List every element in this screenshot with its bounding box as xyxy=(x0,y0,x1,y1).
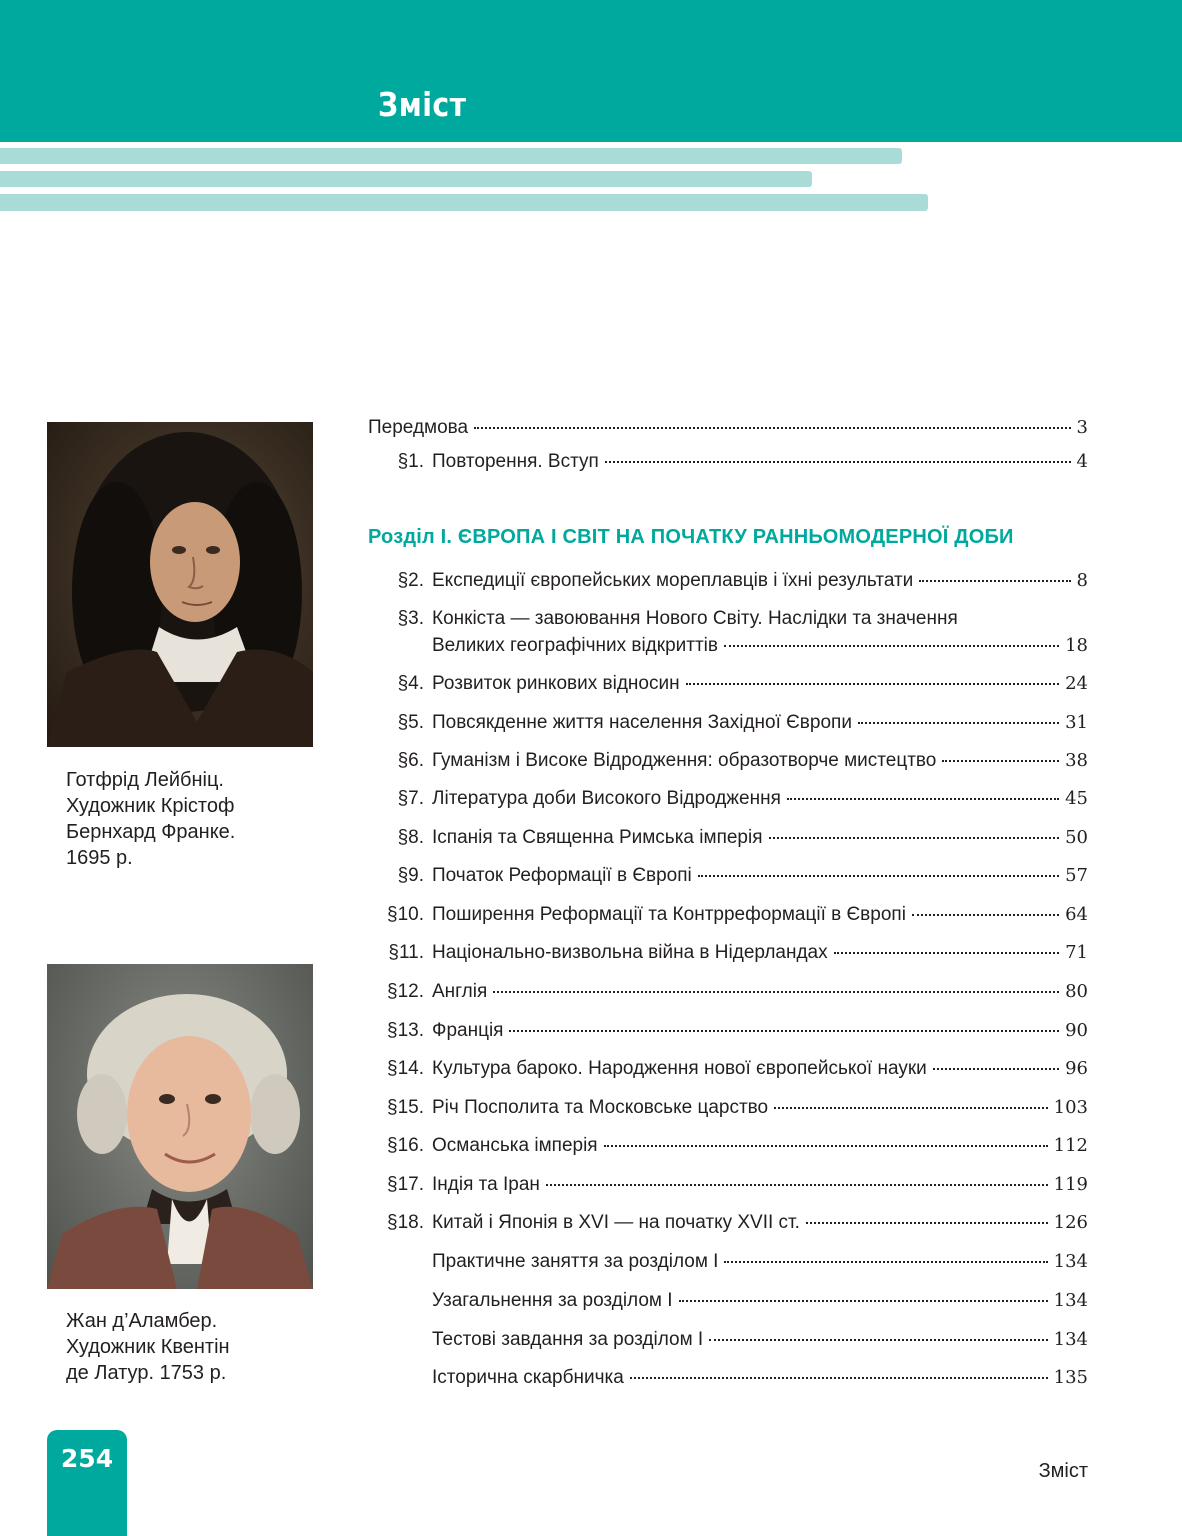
toc-entry-page: 4 xyxy=(1076,451,1088,472)
dot-leader xyxy=(698,875,1059,877)
section-title: Розділ І. ЄВРОПА І СВІТ НА ПОЧАТКУ РАННЬОМОДЕРНОЇ ДОБИ xyxy=(368,526,1014,548)
toc-entry-label: Великих географічних відкриттів xyxy=(432,635,718,656)
toc-entry[interactable] xyxy=(368,864,1088,888)
toc-entry-label: Річ Посполита та Московське царство xyxy=(432,1097,769,1118)
toc-entry-label: Культура бароко. Народження нової європейської науки xyxy=(432,1058,927,1079)
dot-leader xyxy=(769,837,1060,839)
toc-entry-number: §9. xyxy=(397,865,424,886)
caption-line: Готфрід Лейбніц. xyxy=(66,769,224,791)
toc-entry-page: 112 xyxy=(1053,1135,1088,1156)
toc-entry-label: Практичне заняття за розділом І xyxy=(432,1251,719,1272)
toc-entry[interactable] xyxy=(368,826,1088,850)
caption-line: Художник Крістоф xyxy=(66,795,235,817)
toc-entry-label: Поширення Реформації та Контрреформації в Європі xyxy=(432,904,906,925)
toc-entry-page: 31 xyxy=(1065,712,1088,733)
toc-entry-page: 24 xyxy=(1065,673,1088,694)
toc-entry[interactable] xyxy=(368,1096,1088,1120)
toc-entry[interactable] xyxy=(368,1173,1088,1197)
toc-entry-number: §6. xyxy=(397,750,424,771)
toc-entry-page: 103 xyxy=(1053,1097,1088,1118)
dot-leader xyxy=(942,760,1059,762)
toc-entry-continuation[interactable] xyxy=(368,634,1088,658)
dot-leader xyxy=(806,1222,1048,1224)
toc-entry[interactable] xyxy=(368,941,1088,965)
toc-entry-tests[interactable] xyxy=(368,1328,1088,1352)
toc-entry[interactable] xyxy=(368,1211,1088,1235)
toc-entry-number: §7. xyxy=(397,788,424,809)
toc-entry-label: Розвиток ринкових відносин xyxy=(432,673,680,694)
toc-entry-summary[interactable] xyxy=(368,1289,1088,1313)
toc-entry-page: 50 xyxy=(1065,827,1088,848)
toc-entry-page: 96 xyxy=(1065,1058,1088,1079)
toc-entry[interactable] xyxy=(368,749,1088,773)
toc-entry-number: §10. xyxy=(387,904,424,925)
dot-leader xyxy=(919,580,1070,582)
toc-entry-number: §13. xyxy=(387,1020,424,1041)
toc-entry[interactable] xyxy=(368,980,1088,1004)
toc-entry-number: §18. xyxy=(387,1212,424,1233)
caption-line: Бернхард Франке. xyxy=(66,821,236,843)
toc-entry-number: §1. xyxy=(397,451,424,472)
running-footer: Зміст xyxy=(1038,1460,1088,1482)
dot-leader xyxy=(933,1068,1059,1070)
toc-entry-label: Іспанія та Священна Римська імперія xyxy=(432,827,763,848)
dot-leader xyxy=(774,1107,1048,1109)
toc-entry[interactable] xyxy=(368,569,1088,593)
toc-entry-page: 134 xyxy=(1053,1290,1088,1311)
toc-entry-label-line1: Конкіста — завоювання Нового Світу. Наслідки та значення xyxy=(432,608,958,629)
toc-entry[interactable] xyxy=(368,450,1088,474)
dot-leader xyxy=(493,991,1059,993)
toc-entry-label: Національно-визвольна війна в Нідерландах xyxy=(432,942,828,963)
page-number: 254 xyxy=(60,1444,114,1473)
toc-entry-page: 134 xyxy=(1053,1329,1088,1350)
toc-entry-page: 57 xyxy=(1065,865,1088,886)
dot-leader xyxy=(604,1145,1048,1147)
caption-line: Жан д’Аламбер. xyxy=(66,1310,218,1332)
toc-entry-page: 135 xyxy=(1053,1367,1088,1388)
toc-entry[interactable] xyxy=(368,1057,1088,1081)
toc-entry-page: 3 xyxy=(1076,417,1088,438)
toc-entry[interactable] xyxy=(368,1019,1088,1043)
toc-entry-label: Початок Реформації в Європі xyxy=(432,865,692,886)
toc-entry-number: §3. xyxy=(397,608,424,629)
toc-entry-label: Тестові завдання за розділом І xyxy=(432,1329,704,1350)
toc-entry-label: Османська імперія xyxy=(432,1135,598,1156)
dot-leader xyxy=(787,798,1059,800)
toc-entry-number: §12. xyxy=(387,981,424,1002)
dot-leader xyxy=(858,722,1059,724)
toc-entry-number: §14. xyxy=(387,1058,424,1079)
dot-leader xyxy=(546,1184,1048,1186)
dot-leader xyxy=(630,1377,1048,1379)
toc-entry[interactable] xyxy=(368,1134,1088,1158)
toc-entry-page: 8 xyxy=(1076,570,1088,591)
toc-entry-page: 126 xyxy=(1053,1212,1088,1233)
toc-entry-label: Англія xyxy=(432,981,488,1002)
toc-entry[interactable] xyxy=(368,711,1088,735)
dot-leader xyxy=(474,427,1070,429)
toc-entry-number: §11. xyxy=(388,942,424,963)
toc-entry[interactable] xyxy=(368,787,1088,811)
toc-entry-page: 45 xyxy=(1065,788,1088,809)
caption-line: Художник Квентін xyxy=(66,1336,230,1358)
toc-entry[interactable] xyxy=(368,607,1088,631)
toc-entry-number: §2. xyxy=(397,570,424,591)
toc-entry-page: 38 xyxy=(1065,750,1088,771)
dot-leader xyxy=(709,1339,1047,1341)
toc-entry-number: §16. xyxy=(387,1135,424,1156)
toc-entry-label: Гуманізм і Високе Відродження: образотворче мистецтво xyxy=(432,750,937,771)
toc-entry-page: 71 xyxy=(1065,942,1088,963)
toc-entry-page: 90 xyxy=(1065,1020,1088,1041)
dot-leader xyxy=(724,645,1059,647)
page-number-tab xyxy=(47,1430,127,1536)
toc-entry-number: §15. xyxy=(387,1097,424,1118)
toc-entry-number: §8. xyxy=(397,827,424,848)
page-title: Зміст xyxy=(378,85,467,124)
toc-entry-label: Франція xyxy=(432,1020,504,1041)
toc-entry[interactable] xyxy=(368,903,1088,927)
toc-entry-practice[interactable] xyxy=(368,1250,1088,1274)
caption-line: 1695 р. xyxy=(66,847,133,869)
toc-entry-page: 80 xyxy=(1065,981,1088,1002)
toc-entry-intro[interactable] xyxy=(368,416,1088,440)
dot-leader xyxy=(679,1300,1048,1302)
toc-entry-number: §4. xyxy=(397,673,424,694)
toc-entry-label: Література доби Високого Відродження xyxy=(432,788,781,809)
toc-entry-number: §5. xyxy=(397,712,424,733)
toc-entry-page: 134 xyxy=(1053,1251,1088,1272)
toc-entry-treasury[interactable] xyxy=(368,1366,1088,1390)
toc-entry-page: 119 xyxy=(1053,1174,1088,1195)
dot-leader xyxy=(509,1030,1059,1032)
toc-entry-label: Повсякденне життя населення Західної Європи xyxy=(432,712,852,733)
dot-leader xyxy=(724,1261,1047,1263)
toc-entry-page: 18 xyxy=(1065,635,1088,656)
dot-leader xyxy=(686,683,1060,685)
toc-entry-label: Китай і Японія в XVI — на початку XVII ст. xyxy=(432,1212,800,1233)
toc-entry-label: Індія та Іран xyxy=(432,1174,540,1195)
toc-entry-label: Узагальнення за розділом І xyxy=(432,1290,673,1311)
dot-leader xyxy=(834,952,1059,954)
toc-entry-page: 64 xyxy=(1065,904,1088,925)
toc-entry[interactable] xyxy=(368,672,1088,696)
dot-leader xyxy=(912,914,1059,916)
toc-entry-label: Експедиції європейських мореплавців і їхні результати xyxy=(432,570,914,591)
toc-entry-number: §17. xyxy=(387,1174,424,1195)
caption-line: де Латур. 1753 р. xyxy=(66,1362,227,1384)
toc-entry-label: Передмова xyxy=(368,417,469,438)
toc-entry-label: Історична скарбничка xyxy=(432,1367,624,1388)
dot-leader xyxy=(605,461,1071,463)
toc-entry-label: Повторення. Вступ xyxy=(432,451,599,472)
